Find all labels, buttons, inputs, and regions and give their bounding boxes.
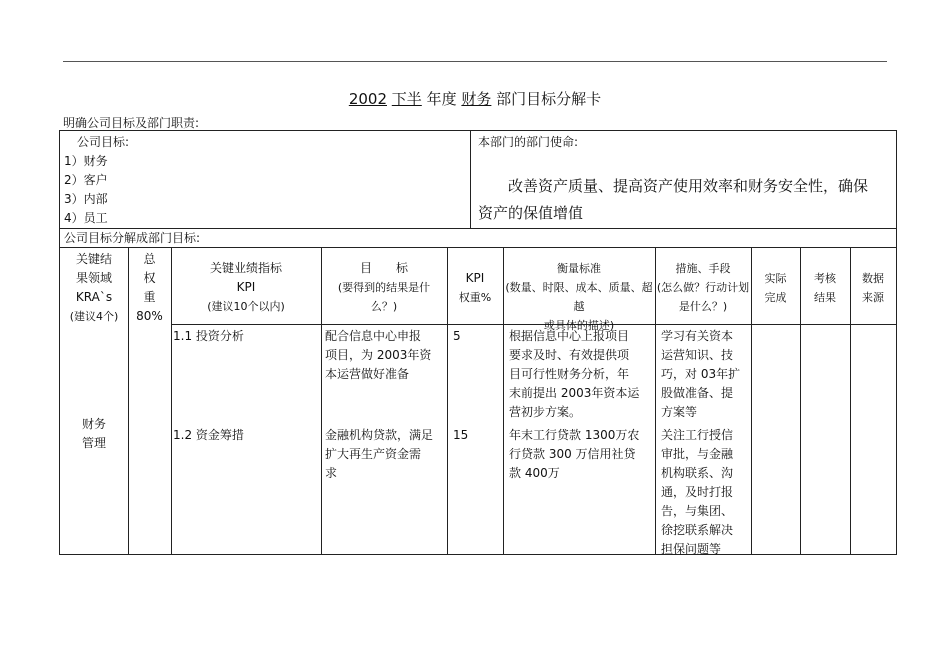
breakdown-label: 公司目标分解成部门目标: <box>64 231 201 245</box>
company-goal-item: 1）财务 <box>64 154 108 168</box>
title-suffix: 部门目标分解卡 <box>496 90 602 108</box>
row-kpi-name: 1.2 资金筹措 <box>173 428 244 442</box>
company-goal-item: 3）内部 <box>64 192 108 206</box>
header-kra: 关键结 果领域 KRA`s (建议4个) <box>69 252 119 323</box>
header-measure: 衡量标准 (数量、时限、成本、质量、超越 或具体的描述) <box>505 262 653 332</box>
header-total-weight: 总 权 重 80% <box>136 252 163 323</box>
header-kpi-weight: KPI 权重% <box>458 271 492 304</box>
company-goal-item: 4）员工 <box>64 211 108 225</box>
row-kpi-weight: 15 <box>453 428 469 442</box>
title-year-label: 年度 <box>426 90 457 108</box>
row-kpi-weight: 5 <box>453 329 461 343</box>
row-action: 关注工行授信 审批，与金融 机构联系、沟 通，及时打报 告，与集团、 徐挖联系解决 担保问题等 <box>661 428 734 556</box>
goal-breakdown-table <box>59 130 897 555</box>
mission-text-line1: 改善资产质量、提高资产使用效率和财务安全性，确保 <box>508 177 869 195</box>
header-actual: 实际 完成 <box>764 272 787 304</box>
company-goals-label: 公司目标: <box>77 135 130 149</box>
header-kpi: 关键业绩指标 KPI (建议10个以内) <box>207 261 285 313</box>
title-half: 下半 <box>391 90 422 108</box>
page-title <box>0 88 950 109</box>
row-action: 学习有关资本 运营知识、技 巧，对 03年扩 股做准备、提 方案等 <box>661 329 741 419</box>
row-measure: 年末工行贷款 1300万农 行贷款 300 万信用社贷 款 400万 <box>509 428 640 480</box>
mission-text-line2: 资产的保值增值 <box>478 204 584 222</box>
header-target: 目 标 (要得到的结果是什 么？) <box>337 261 431 313</box>
title-dept: 财务 <box>461 90 492 108</box>
title-year: 2002 <box>348 90 387 108</box>
header-assessment: 考核 结果 <box>814 272 836 304</box>
company-goal-item: 2）客户 <box>64 173 108 187</box>
header-source: 数据 来源 <box>862 272 884 304</box>
mission-label: 本部门的部门使命: <box>478 135 579 149</box>
row-target: 配合信息中心申报 项目，为 2003年资 本运营做好准备 <box>325 329 432 381</box>
row-target: 金融机构贷款，满足 扩大再生产资金需 求 <box>325 428 434 480</box>
row-measure: 根据信息中心上报项目 要求及时、有效提供项 目可行性财务分析，年 末前提出 2003年资本运 营初步方案。 <box>509 329 640 419</box>
header-action: 措施、手段 (怎么做？行动计划 是什么？) <box>656 262 750 313</box>
subtitle: 明确公司目标及部门职责: <box>63 116 200 130</box>
row-kpi-name: 1.1 投资分析 <box>173 329 244 343</box>
page-top-rule <box>63 61 887 62</box>
kra-area-cell: 财务 管理 <box>81 417 106 450</box>
